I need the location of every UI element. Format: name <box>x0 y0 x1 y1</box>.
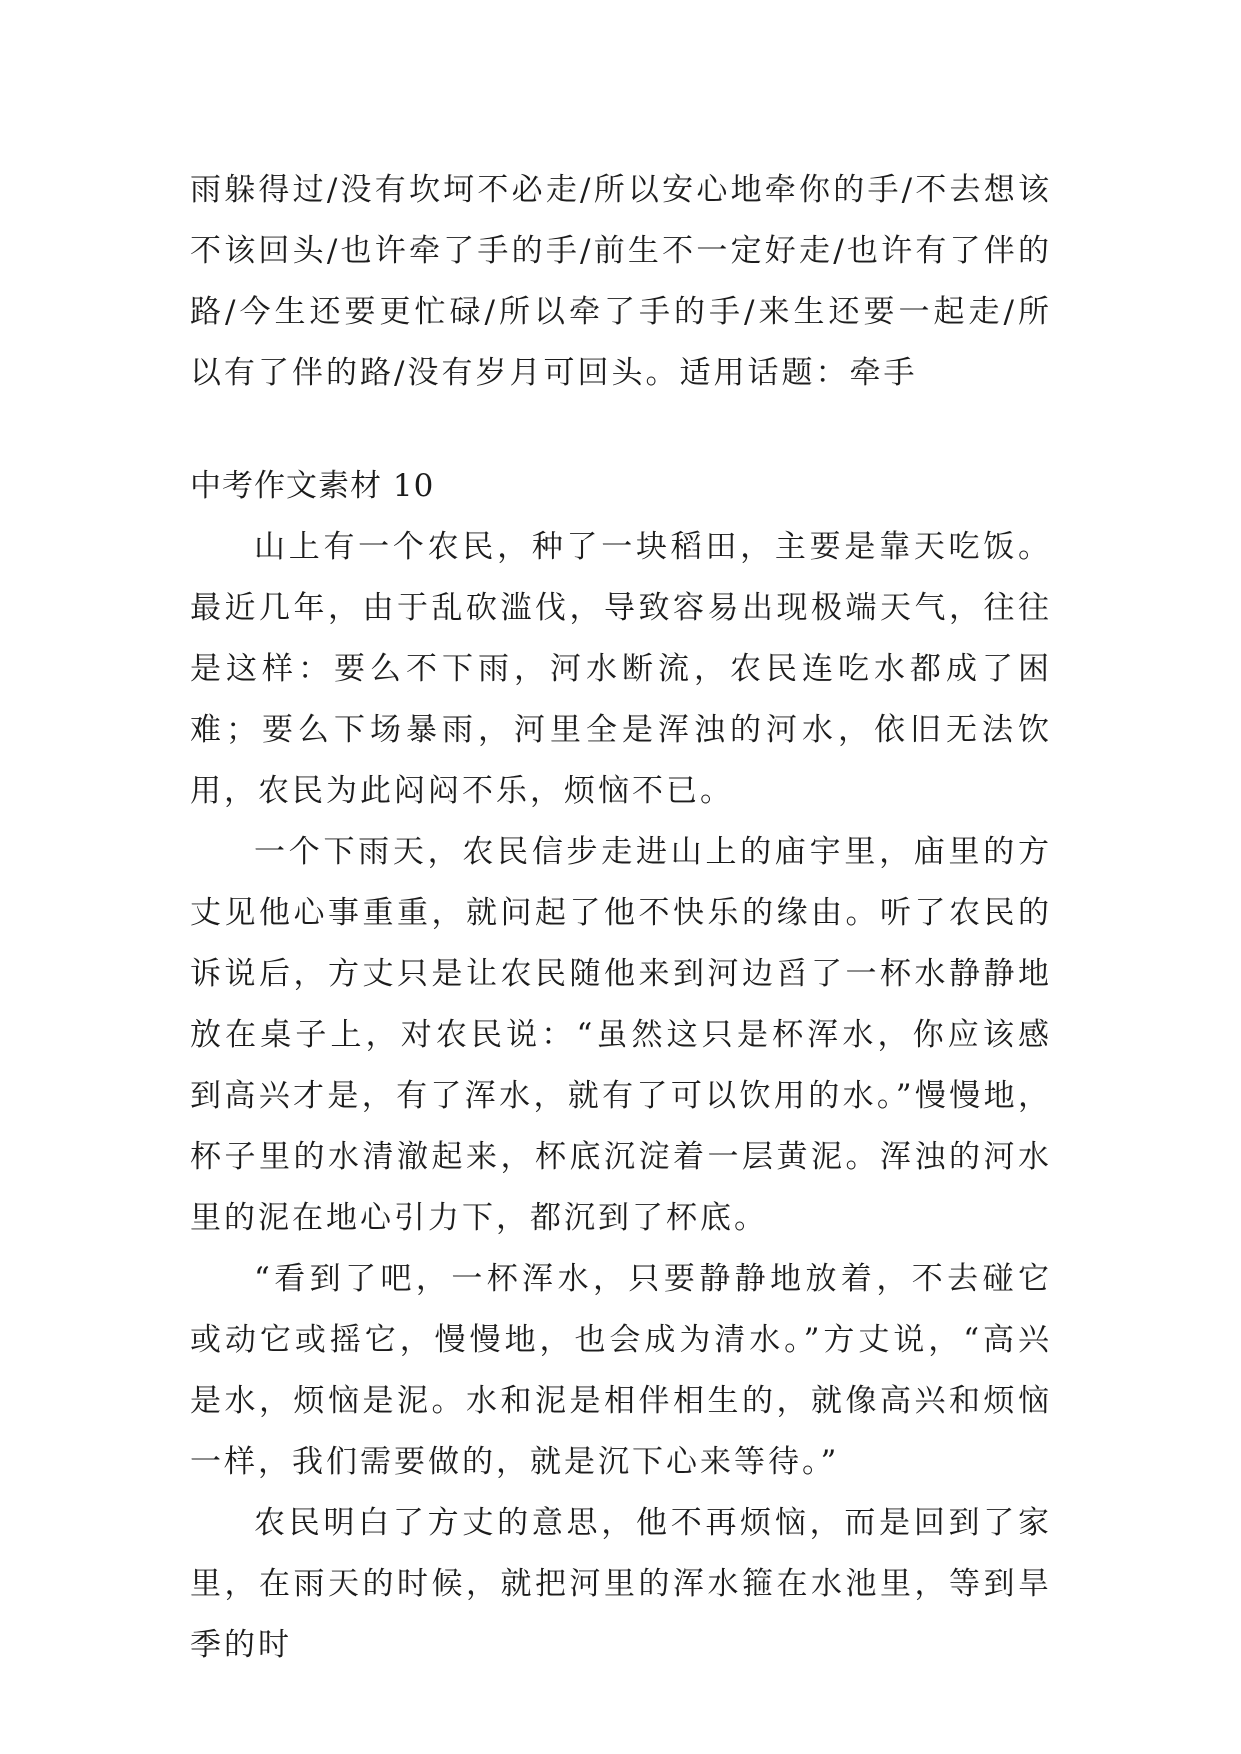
paragraph-4: 农民明白了方丈的意思，他不再烦恼，而是回到了家里，在雨天的时候，就把河里的浑水箍在水池里，等到旱季的时 <box>190 1505 1052 1663</box>
document-body <box>190 160 1052 1676</box>
continued-paragraph: 雨躲得过/没有坎坷不必走/所以安心地牵你的手/不去想该不该回头/也许牵了手的手/前生不一定好走/也许有了伴的路/今生还要更忙碌/所以牵了手的手/来生还要一起走/所以有了伴的路/没有岁月可回头。适用话题：牵手 <box>190 172 1052 391</box>
section-title: 中考作文素材 10 <box>190 468 435 504</box>
paragraph-2: 一个下雨天，农民信步走进山上的庙宇里，庙里的方丈见他心事重重，就问起了他不快乐的缘由。听了农民的诉说后，方丈只是让农民随他来到河边舀了一杯水静静地放在桌子上，对农民说：“虽然这只是杯浑水，你应该感到高兴才是，有了浑水，就有了可以饮用的水。”慢慢地，杯子里的水清澈起来，杯底沉淀着一层黄泥。浑浊的河水里的泥在地心引力下，都沉到了杯底。 <box>190 834 1052 1236</box>
paragraph-3: “看到了吧，一杯浑水，只要静静地放着，不去碰它或动它或摇它，慢慢地，也会成为清水。”方丈说，“高兴是水，烦恼是泥。水和泥是相伴相生的，就像高兴和烦恼一样，我们需要做的，就是沉下心来等待。” <box>190 1261 1052 1480</box>
section-spacer <box>190 404 1052 456</box>
paragraph-1: 山上有一个农民，种了一块稻田，主要是靠天吃饭。最近几年，由于乱砍滥伐，导致容易出现极端天气，往往是这样：要么不下雨，河水断流，农民连吃水都成了困难；要么下场暴雨，河里全是浑浊的河水，依旧无法饮用，农民为此闷闷不乐，烦恼不已。 <box>190 529 1052 809</box>
